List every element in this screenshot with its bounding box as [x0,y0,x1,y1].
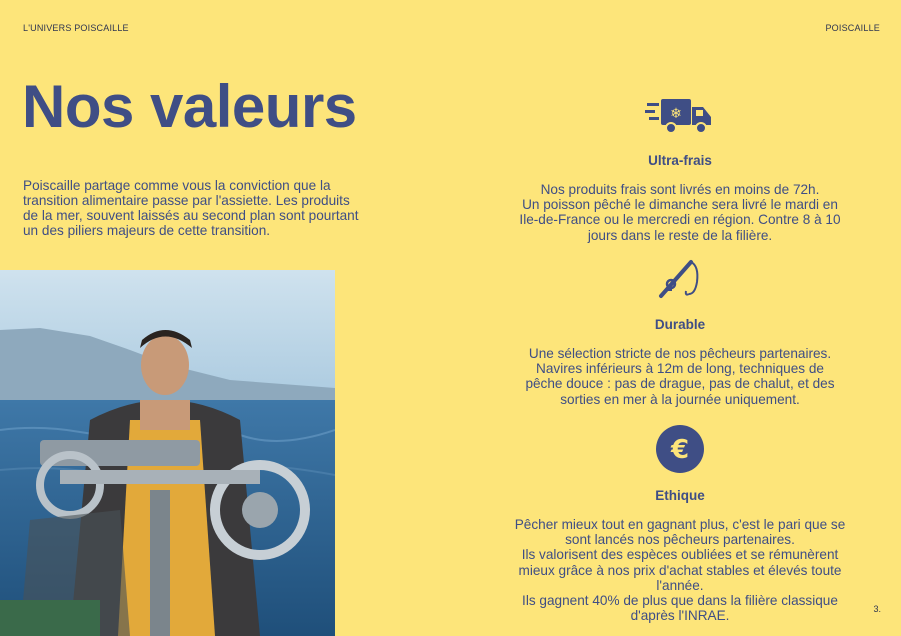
value-line: Un poisson pêché le dimanche sera livré le mardi en [522,197,838,213]
header-left-label: L'UNIVERS POISCAILLE [23,23,129,33]
value-line: jours dans le reste de la filière. [587,227,773,243]
value-line: Pêcher mieux tout en gagnant plus, c'est le pari que se [514,517,846,532]
svg-text:❄: ❄ [670,106,682,122]
value-line: sorties en mer à la journée uniquement. [560,391,800,407]
value-title: Ultra-frais [648,153,712,168]
value-durable [500,258,860,407]
intro-paragraph: Poiscaille partage comme vous la conviction que la transition alimentaire passe par l'assiette. Les produits de la mer, souvent laissés au second plan sont pourtant un des piliers majeurs de cette transition. [23,178,359,238]
value-ultra-frais [500,95,860,243]
value-line: Ils gagnent 40% de plus que dans la filière classique [522,593,838,609]
value-line: mieux grâce à nos prix d'achat stables et élevés toute [518,562,842,578]
value-line: pêche douce : pas de drague, pas de chalut, et des [525,376,835,392]
value-line: sont lancés nos pêcheurs partenaires. [565,532,795,548]
value-line: Une sélection stricte de nos pêcheurs partenaires. [528,346,832,361]
delivery-truck-icon [645,95,715,137]
value-title: Ethique [655,488,705,503]
value-line: Navires inférieurs à 12m de long, techniques de [536,361,824,377]
value-line: Nos produits frais sont livrés en moins de 72h. [540,182,820,197]
value-ethique [500,424,860,623]
value-line: Ils valorisent des espèces oubliées et se rémunèrent [521,547,839,563]
value-title: Durable [654,317,706,332]
value-line: l'année. [656,577,704,593]
value-line: Ile-de-France ou le mercredi en région. Contre 8 à 10 [519,212,841,228]
value-line: d'après l'INRAE. [630,608,730,624]
fisherman-photo [0,270,335,636]
euro-icon [655,424,705,474]
fishing-rod-icon [657,258,703,300]
page-title: Nos valeurs [22,73,357,140]
page-number: 3. [873,604,881,614]
svg-text:€: € [670,435,690,465]
header-right-label: POISCAILLE [825,23,880,33]
